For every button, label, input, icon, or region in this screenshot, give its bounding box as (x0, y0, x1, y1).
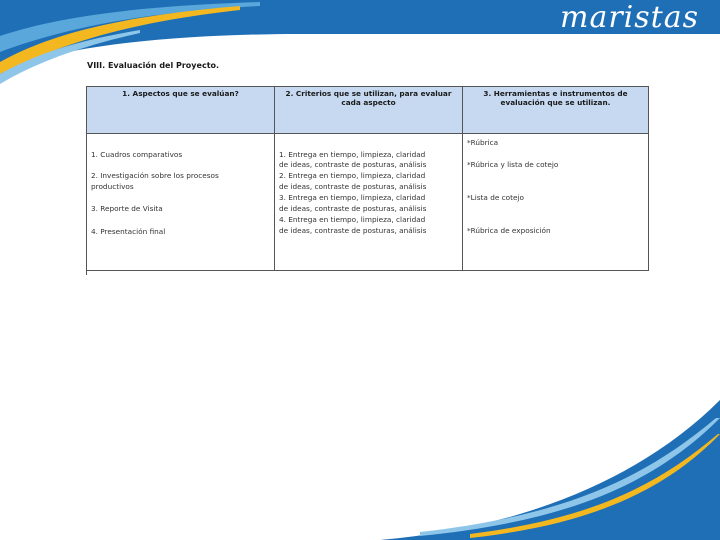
tools-cell (463, 134, 649, 271)
tool-item: *Rúbrica de exposición (467, 226, 551, 235)
criteria-line: 4. Entrega en tiempo, limpieza, claridad (279, 215, 426, 224)
section-title: VIII. Evaluación del Proyecto. (87, 61, 220, 70)
criteria-cell (275, 134, 463, 271)
maristas-logo: maristas (560, 0, 700, 35)
criteria-line: de ideas, contraste de posturas, análisis (279, 182, 427, 191)
table-header-row (87, 87, 649, 134)
header-aspects: 1. Aspectos que se evalúan? (87, 87, 275, 134)
criteria-line: de ideas, contraste de posturas, análisis (279, 204, 427, 213)
header-criteria: 2. Criterios que se utilizan, para evaluar cada aspecto (275, 87, 463, 134)
tool-item: *Rúbrica (467, 138, 499, 147)
aspects-cell (87, 134, 275, 271)
evaluation-table (86, 86, 649, 271)
header-tools: 3. Herramientas e instrumentos de evaluación que se utilizan. (463, 87, 649, 134)
criteria-line: 3. Entrega en tiempo, limpieza, claridad (279, 193, 426, 202)
aspect-item: 4. Presentación final (91, 227, 166, 236)
tool-item: *Lista de cotejo (467, 193, 524, 202)
criteria-line: 1. Entrega en tiempo, limpieza, claridad (279, 150, 426, 159)
footer-swoosh (0, 400, 720, 540)
aspect-item: 2. Investigación sobre los procesos (91, 171, 219, 180)
aspect-item: 3. Reporte de Visita (91, 204, 163, 213)
criteria-line: de ideas, contraste de posturas, análisis (279, 226, 427, 235)
aspect-item: productivos (91, 182, 134, 191)
tool-item: *Rúbrica y lista de cotejo (467, 160, 559, 169)
criteria-line: de ideas, contraste de posturas, análisis (279, 160, 427, 169)
table-row (87, 134, 649, 271)
table-edge-line (86, 265, 87, 275)
aspect-item: 1. Cuadros comparativos (91, 150, 183, 159)
criteria-line: 2. Entrega en tiempo, limpieza, claridad (279, 171, 426, 180)
